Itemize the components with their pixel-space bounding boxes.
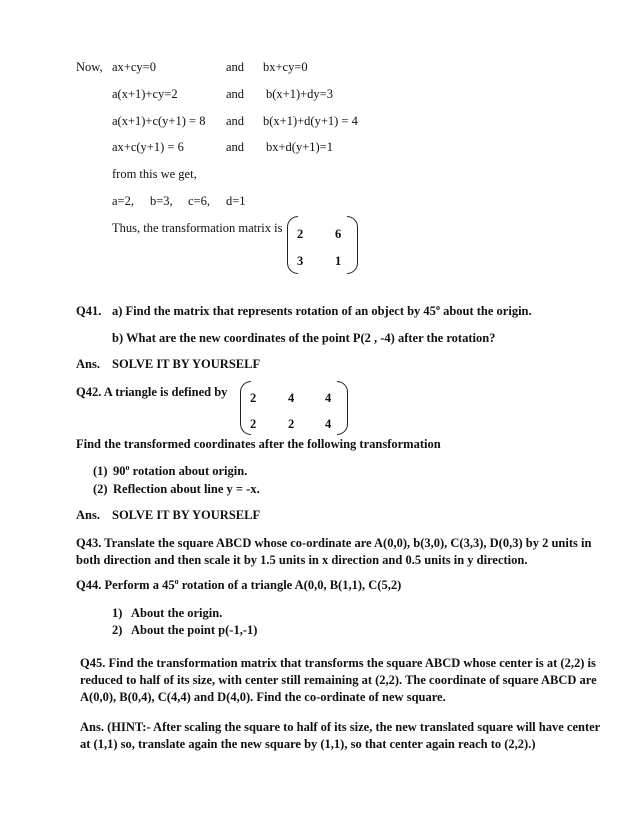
thus-text: Thus, the transformation matrix is — [112, 221, 283, 235]
value-d: d=1 — [226, 194, 246, 208]
matrix-cell: 4 — [325, 391, 332, 405]
value-a: a=2, — [112, 194, 134, 208]
values-row — [0, 194, 638, 210]
equation-right: bx+d(y+1)=1 — [266, 140, 333, 154]
equation-right: b(x+1)+dy=3 — [266, 87, 333, 101]
q45-hint: Ans. (HINT:- After scaling the square to half of its size, the new translated square will have center at (1,1) so, translate again the new square by (1,1), so that center again reach to (2,2).) — [80, 720, 600, 751]
equation-left: ax+cy=0 — [112, 60, 156, 74]
value-b: b=3, — [150, 194, 173, 208]
value-c: c=6, — [188, 194, 210, 208]
q41-part-b: b) What are the new coordinates of the point P(2 , -4) after the rotation? — [112, 331, 496, 345]
equation-row — [0, 114, 638, 130]
matrix-cell: 4 — [325, 417, 332, 431]
equation-left: ax+c(y+1) = 6 — [112, 140, 184, 154]
q41-ans-label: Ans. — [76, 357, 100, 371]
equation-right: bx+cy=0 — [263, 60, 308, 74]
q42-prefix: Q42. A triangle is defined by — [76, 385, 228, 399]
matrix-cell: 3 — [297, 254, 304, 268]
q42-ans-label: Ans. — [76, 508, 100, 522]
equation-row — [0, 140, 638, 156]
and-word: and — [226, 114, 245, 128]
list-item: 2) About the point p(-1,-1) — [112, 623, 258, 637]
q42-find-text: Find the transformed coordinates after the following transformation — [76, 437, 441, 451]
list-item: (2) Reflection about line y = -x. — [93, 482, 260, 496]
matrix-cell: 4 — [288, 391, 295, 405]
matrix-cell: 1 — [335, 254, 342, 268]
and-word: and — [226, 140, 245, 154]
right-paren — [337, 381, 348, 435]
list-item: 1) About the origin. — [112, 606, 223, 620]
q41-part-a: a) Find the matrix that represents rotation of an object by 45$^o$ about the origin. — [112, 302, 532, 318]
from-this-text: from this we get, — [112, 167, 197, 181]
equation-left: a(x+1)+c(y+1) = 8 — [112, 114, 206, 128]
matrix-cell: 2 — [288, 417, 295, 431]
equation-row — [0, 60, 638, 76]
q42-ans-text: SOLVE IT BY YOURSELF — [112, 508, 261, 522]
equation-right: b(x+1)+d(y+1) = 4 — [263, 114, 358, 128]
list-item: (1) 90$^o$ rotation about origin. — [93, 462, 248, 478]
matrix-cell: 2 — [250, 391, 257, 405]
q43-text: Q43. Translate the square ABCD whose co-ordinate are A(0,0), b(3,0), C(3,3), D(0,3) by 2 units in both direction and then scale it by 1.5 units in x direction and 0.5 units in y direction. — [76, 536, 592, 567]
matrix-cell: 2 — [297, 227, 304, 241]
equation-row — [0, 87, 638, 103]
now-label: Now, — [76, 60, 103, 74]
q44-text: Q44. Perform a 45$^o$ rotation of a triangle A(0,0, B(1,1), C(5,2) — [76, 576, 402, 592]
q41-label: Q41. — [76, 304, 102, 318]
q41-ans-text: SOLVE IT BY YOURSELF — [112, 357, 261, 371]
equation-left: a(x+1)+cy=2 — [112, 87, 178, 101]
and-word: and — [226, 60, 245, 74]
and-word: and — [226, 87, 245, 101]
right-paren — [347, 216, 358, 274]
matrix-cell: 2 — [250, 417, 257, 431]
q45-text: Q45. Find the transformation matrix that transforms the square ABCD whose center is at (2,2) is reduced to half of its size, with center still remaining at (2,2). The coordinate of square ABCD are A(0,0), B(0,4), C(4,4) and D(4,0). Find the co-ordinate of new square. — [80, 656, 597, 704]
matrix-cell: 6 — [335, 227, 342, 241]
